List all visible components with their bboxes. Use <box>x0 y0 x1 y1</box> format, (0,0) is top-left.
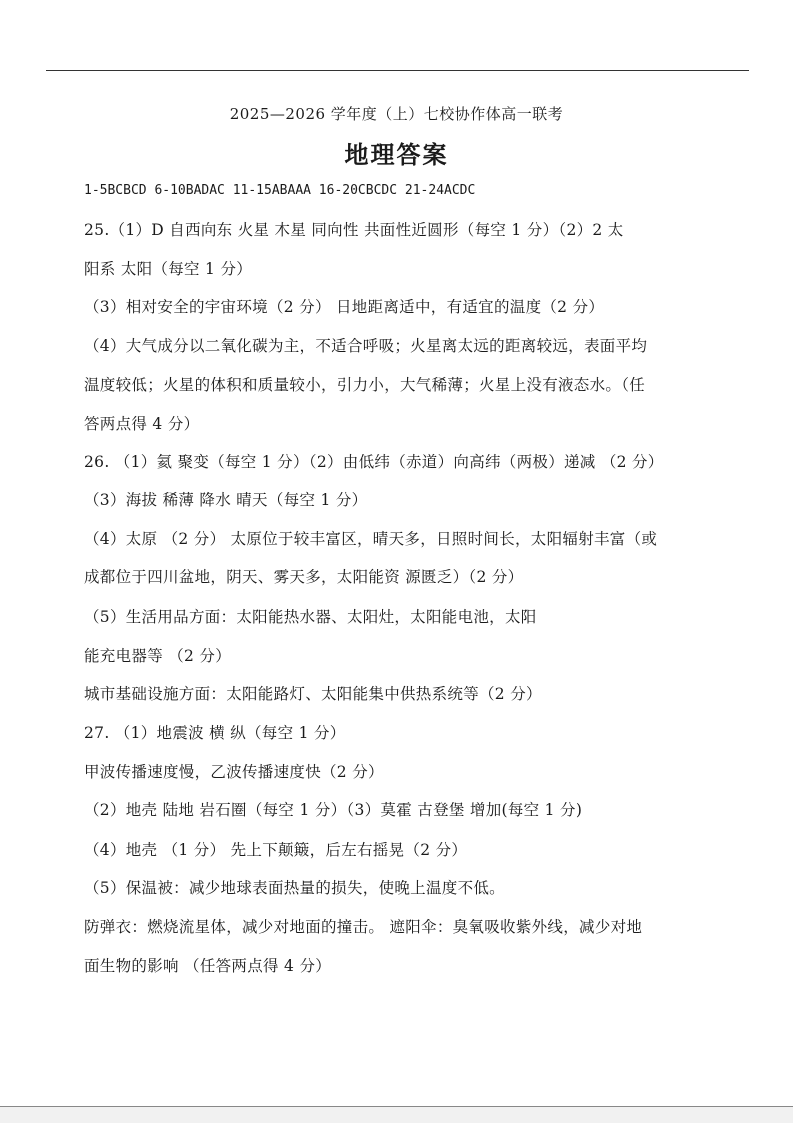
answer-line: （4）大气成分以二氧化碳为主，不适合呼吸；火星离太远的距离较远，表面平均 <box>84 337 648 355</box>
answer-line: 温度较低；火星的体积和质量较小，引力小，大气稀薄；火星上没有液态水。（任 <box>84 376 646 394</box>
answer-line: （3）海拔 稀薄 降水 晴天（每空 1 分） <box>84 491 368 509</box>
answer-line: 面生物的影响 （任答两点得 4 分） <box>84 957 332 975</box>
answer-line: 防弹衣：燃烧流星体，减少对地面的撞击。 遮阳伞：臭氧吸收紫外线，减少对地 <box>84 918 643 936</box>
answer-line: 26. （1）氦 聚变（每空 1 分）（2）由低纬（赤道）向高纬（两极）递减 （2 分） <box>84 453 664 471</box>
top-divider <box>46 70 749 71</box>
answer-line: 成都位于四川盆地，阴天、雾天多，太阳能资 源匮乏）（2 分） <box>84 568 524 586</box>
exam-header: 2025—2026 学年度（上）七校协作体高一联考 <box>229 105 564 123</box>
answer-line: （5）保温被：减少地球表面热量的损失，使晚上温度不低。 <box>84 879 505 897</box>
answer-line: （3）相对安全的宇宙环境（2 分） 日地距离适中，有适宜的温度（2 分） <box>84 298 605 316</box>
answer-line: （4）地壳 （1 分） 先上下颠簸，后左右摇晃（2 分） <box>84 841 468 859</box>
answer-line: 27. （1）地震波 横 纵（每空 1 分） <box>84 724 346 742</box>
answer-line: （4）太原 （2 分） 太原位于较丰富区，晴天多，日照时间长，太阳辐射丰富（或 <box>84 530 658 548</box>
answer-line: 甲波传播速度慢，乙波传播速度快（2 分） <box>84 763 384 781</box>
answer-line-mc: 1-5BCBCD 6-10BADAC 11-15ABAAA 16-20CBCDC 21-24ACDC <box>84 183 476 198</box>
answer-line: 阳系 太阳（每空 1 分） <box>84 260 253 278</box>
answer-line: 答两点得 4 分） <box>84 415 200 433</box>
page-title: 地理答案 <box>344 140 449 169</box>
answer-line: 能充电器等 （2 分） <box>84 647 232 665</box>
answer-line: 25.（1）D 自西向东 火星 木星 同向性 共面性近圆形（每空 1 分）（2）2 太 <box>84 221 624 239</box>
answer-line: （2）地壳 陆地 岩石圈（每空 1 分）（3）莫霍 古登堡 增加(每空 1 分) <box>84 801 583 819</box>
bottom-edge <box>0 1106 793 1123</box>
answer-line: （5）生活用品方面：太阳能热水器、太阳灶，太阳能电池，太阳 <box>84 608 537 626</box>
answer-line: 城市基础设施方面：太阳能路灯、太阳能集中供热系统等（2 分） <box>84 685 542 703</box>
